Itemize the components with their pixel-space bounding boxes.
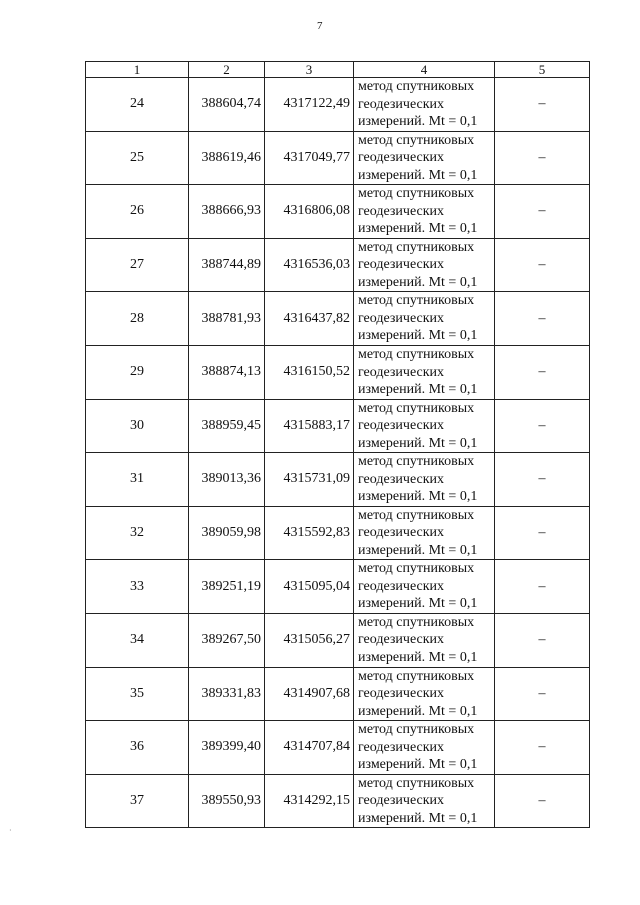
method-line: геодезических: [358, 739, 445, 755]
table-row: [86, 721, 590, 775]
point-number: 31: [86, 453, 189, 507]
method-cell: [354, 453, 495, 507]
method-line: измерений. Mt = 0,1: [358, 382, 478, 398]
description-cell: –: [495, 399, 590, 453]
table-row: [86, 613, 590, 667]
column-header: 3: [265, 62, 354, 78]
method-line: измерений. Mt = 0,1: [358, 274, 478, 290]
coordinates-table: [85, 61, 590, 828]
column-header: 2: [189, 62, 265, 78]
coordinate-y: 4316806,08: [265, 185, 354, 239]
method-line: метод спутниковых: [358, 400, 475, 416]
table-row: [86, 345, 590, 399]
method-line: метод спутниковых: [358, 347, 475, 363]
method-line: геодезических: [358, 525, 445, 541]
column-header: 1: [86, 62, 189, 78]
column-header: 5: [495, 62, 590, 78]
description-cell: –: [495, 345, 590, 399]
coordinate-x: 388619,46: [189, 131, 265, 185]
method-line: метод спутниковых: [358, 239, 475, 255]
point-number: 28: [86, 292, 189, 346]
table-row: [86, 453, 590, 507]
method-cell: [354, 667, 495, 721]
coordinate-x: 388781,93: [189, 292, 265, 346]
method-line: измерений. Mt = 0,1: [358, 114, 478, 130]
method-cell: [354, 185, 495, 239]
point-number: 24: [86, 78, 189, 132]
coordinate-y: 4317122,49: [265, 78, 354, 132]
method-line: измерений. Mt = 0,1: [358, 542, 478, 558]
margin-mark: ·: [9, 826, 12, 835]
method-line: измерений. Mt = 0,1: [358, 489, 478, 505]
coordinate-y: 4314907,68: [265, 667, 354, 721]
method-cell: [354, 774, 495, 828]
table-row: [86, 774, 590, 828]
method-cell: [354, 131, 495, 185]
method-line: геодезических: [358, 150, 445, 166]
page-number: 7: [317, 20, 323, 32]
method-line: геодезических: [358, 203, 445, 219]
description-cell: –: [495, 560, 590, 614]
column-header: 4: [354, 62, 495, 78]
method-line: измерений. Mt = 0,1: [358, 810, 478, 826]
coordinate-x: 389267,50: [189, 613, 265, 667]
description-cell: –: [495, 453, 590, 507]
method-cell: [354, 721, 495, 775]
method-line: геодезических: [358, 578, 445, 594]
method-line: метод спутниковых: [358, 293, 475, 309]
method-line: измерений. Mt = 0,1: [358, 167, 478, 183]
coordinate-x: 388744,89: [189, 238, 265, 292]
table-row: [86, 667, 590, 721]
table-row: [86, 131, 590, 185]
description-cell: –: [495, 78, 590, 132]
method-line: измерений. Mt = 0,1: [358, 757, 478, 773]
method-line: измерений. Mt = 0,1: [358, 649, 478, 665]
method-line: измерений. Mt = 0,1: [358, 596, 478, 612]
coordinate-x: 388604,74: [189, 78, 265, 132]
description-cell: –: [495, 721, 590, 775]
coordinate-y: 4314292,15: [265, 774, 354, 828]
method-cell: [354, 506, 495, 560]
point-number: 25: [86, 131, 189, 185]
coordinate-x: 389331,83: [189, 667, 265, 721]
method-line: измерений. Mt = 0,1: [358, 703, 478, 719]
point-number: 32: [86, 506, 189, 560]
point-number: 34: [86, 613, 189, 667]
method-line: метод спутниковых: [358, 722, 475, 738]
coordinate-y: 4315056,27: [265, 613, 354, 667]
method-line: метод спутниковых: [358, 561, 475, 577]
table-row: [86, 506, 590, 560]
table-row: [86, 78, 590, 132]
method-line: геодезических: [358, 632, 445, 648]
table-row: [86, 185, 590, 239]
coordinate-y: 4316150,52: [265, 345, 354, 399]
method-line: метод спутниковых: [358, 507, 475, 523]
method-line: метод спутниковых: [358, 775, 475, 791]
coordinate-y: 4316536,03: [265, 238, 354, 292]
method-line: метод спутниковых: [358, 614, 475, 630]
point-number: 36: [86, 721, 189, 775]
point-number: 29: [86, 345, 189, 399]
table-body: [86, 78, 590, 828]
coordinate-y: 4315731,09: [265, 453, 354, 507]
coordinate-y: 4314707,84: [265, 721, 354, 775]
description-cell: –: [495, 774, 590, 828]
method-line: метод спутниковых: [358, 186, 475, 202]
method-cell: [354, 292, 495, 346]
method-line: геодезических: [358, 471, 445, 487]
point-number: 27: [86, 238, 189, 292]
description-cell: –: [495, 613, 590, 667]
method-line: метод спутниковых: [358, 132, 475, 148]
coordinate-y: 4316437,82: [265, 292, 354, 346]
coordinate-y: 4317049,77: [265, 131, 354, 185]
method-line: метод спутниковых: [358, 79, 475, 95]
table-row: [86, 238, 590, 292]
header-row: [86, 62, 590, 78]
method-line: геодезических: [358, 310, 445, 326]
description-cell: –: [495, 185, 590, 239]
method-line: измерений. Mt = 0,1: [358, 435, 478, 451]
coordinate-x: 389251,19: [189, 560, 265, 614]
method-cell: [354, 238, 495, 292]
description-cell: –: [495, 238, 590, 292]
coordinate-x: 389399,40: [189, 721, 265, 775]
description-cell: –: [495, 667, 590, 721]
method-line: измерений. Mt = 0,1: [358, 328, 478, 344]
point-number: 35: [86, 667, 189, 721]
table-row: [86, 560, 590, 614]
coordinate-x: 389059,98: [189, 506, 265, 560]
method-line: геодезических: [358, 686, 445, 702]
point-number: 26: [86, 185, 189, 239]
table-row: [86, 399, 590, 453]
coordinate-y: 4315592,83: [265, 506, 354, 560]
method-line: геодезических: [358, 96, 445, 112]
description-cell: –: [495, 131, 590, 185]
method-cell: [354, 613, 495, 667]
method-line: измерений. Mt = 0,1: [358, 221, 478, 237]
method-line: геодезических: [358, 418, 445, 434]
method-line: метод спутниковых: [358, 668, 475, 684]
method-line: геодезических: [358, 364, 445, 380]
method-line: метод спутниковых: [358, 454, 475, 470]
point-number: 30: [86, 399, 189, 453]
coordinate-x: 388666,93: [189, 185, 265, 239]
point-number: 33: [86, 560, 189, 614]
method-cell: [354, 78, 495, 132]
method-cell: [354, 345, 495, 399]
description-cell: –: [495, 506, 590, 560]
coordinate-x: 388874,13: [189, 345, 265, 399]
method-line: геодезических: [358, 257, 445, 273]
coordinate-x: 388959,45: [189, 399, 265, 453]
method-cell: [354, 560, 495, 614]
coordinate-x: 389013,36: [189, 453, 265, 507]
coordinate-y: 4315095,04: [265, 560, 354, 614]
coordinate-y: 4315883,17: [265, 399, 354, 453]
description-cell: –: [495, 292, 590, 346]
coordinate-x: 389550,93: [189, 774, 265, 828]
point-number: 37: [86, 774, 189, 828]
method-cell: [354, 399, 495, 453]
table-row: [86, 292, 590, 346]
method-line: геодезических: [358, 793, 445, 809]
